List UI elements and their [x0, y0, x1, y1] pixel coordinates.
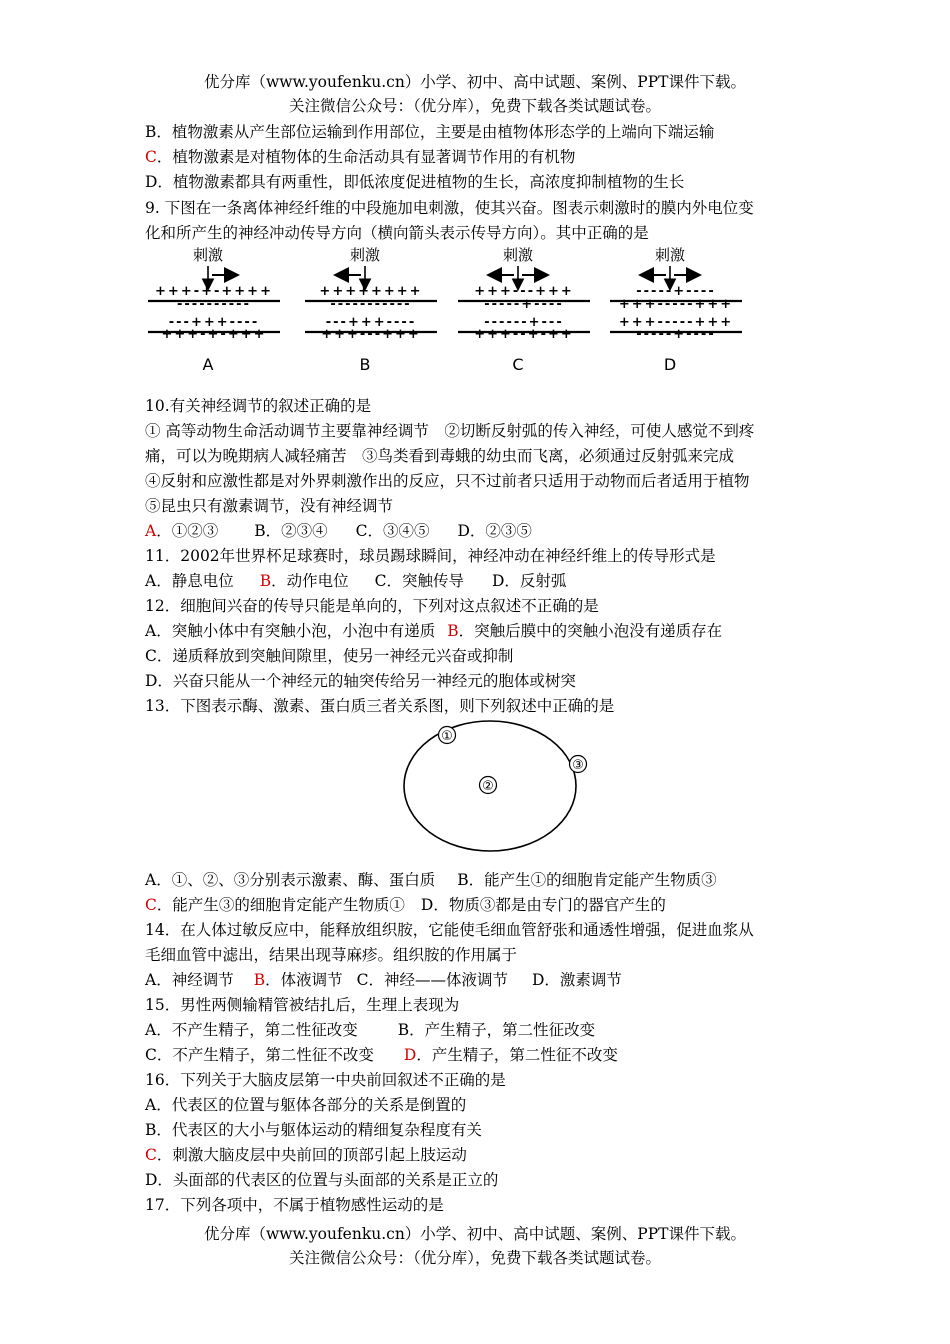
option-c: C．神经——体液调节	[356, 971, 508, 989]
panel-label: C	[512, 355, 524, 374]
answer-letter: B	[253, 971, 266, 989]
stimulus-label: 刺激	[502, 246, 534, 264]
q10-statement-3: ④反射和应激性都是对外界刺激作出的反应，只不过前者只适用于动物而后者适用于植物	[145, 472, 750, 490]
q9-figure	[140, 244, 760, 376]
panel-d	[610, 246, 742, 374]
panel-label: D	[663, 355, 677, 374]
option-b-text: ．动作电位	[271, 572, 349, 590]
q13-options-ab	[145, 868, 815, 892]
panel-c	[458, 246, 590, 374]
q12-stem: 12．细胞间兴奋的传导只能是单向的，下列对这点叙述不正确的是	[145, 597, 599, 615]
q16-option-b: B．代表区的大小与躯体运动的精细复杂程度有关	[145, 1121, 482, 1139]
charge-row: +++-+-+++	[161, 327, 267, 342]
option-b-text: ．体液调节	[265, 971, 343, 989]
q13-stem: 13．下图表示酶、激素、蛋白质三者关系图，则下列叙述中正确的是	[145, 697, 615, 715]
option-d-text: ．产生精子，第二性征不改变	[416, 1046, 618, 1064]
q12-option-c: C．递质释放到突触间隙里，使另一神经元兴奋或抑制	[145, 647, 514, 665]
answer-letter: B	[447, 622, 459, 640]
answer-letter: B	[259, 572, 272, 590]
option-d: D．物质③都是由专门的器官产生的	[420, 896, 666, 914]
option-b-text: ．突触后膜中的突触小泡没有递质存在	[458, 622, 723, 640]
option-c: C．不产生精子，第二性征不改变	[145, 1046, 374, 1064]
option-a: A．神经调节	[145, 971, 234, 989]
option-a-text: ．①②③	[156, 522, 219, 540]
charge-row: +++-----+++	[618, 315, 734, 330]
q10-stem: 10.有关神经调节的叙述正确的是	[145, 397, 372, 415]
q16-option-d: D．头面部的代表区的位置与头面部的关系是正立的	[145, 1171, 499, 1189]
q15-options-cd	[145, 1043, 815, 1067]
charge-row: ---+++----	[325, 315, 417, 330]
option-b: B．能产生①的细胞肯定能产生物质③	[457, 871, 717, 889]
option-c: C．突触传导	[374, 572, 464, 590]
q10-statement-4: ⑤昆虫只有激素调节，没有神经调节	[145, 497, 394, 515]
label-3: ③	[572, 758, 584, 773]
answer-letter: C	[145, 896, 157, 914]
charge-row: -----+----	[484, 297, 564, 312]
charge-row: ----------	[177, 297, 251, 312]
q9-stem-2: 化和所产生的神经冲动传导方向（横向箭头表示传导方向）。其中正确的是	[145, 224, 649, 242]
q8-option-d: D．植物激素都具有两重性，即低浓度促进植物的生长，高浓度抑制植物的生长	[145, 173, 685, 191]
option-d: D．反射弧	[491, 572, 567, 590]
q10-statement-2: 痛，可以为晚期病人减轻痛苦 ③鸟类看到毒蛾的幼虫而飞离，必须通过反射弧来完成	[145, 447, 735, 465]
q8-option-c	[145, 145, 815, 169]
option-c-text: ．刺激大脑皮层中央前回的顶部引起上肢运动	[156, 1146, 467, 1164]
q15-options-ab	[145, 1018, 815, 1042]
answer-letter: D	[403, 1046, 417, 1064]
q14-stem-1: 14．在人体过敏反应中，能释放组织胺，它能使毛细血管舒张和通透性增强，促进血浆从	[145, 921, 754, 939]
option-a: A．不产生精子，第二性征改变	[145, 1021, 358, 1039]
option-text: ．植物激素是对植物体的生命活动具有显著调节作用的有机物	[156, 148, 576, 166]
q15-stem: 15．男性两侧输精管被结扎后，生理上表现为	[145, 996, 460, 1014]
charge-row: +++---+++	[321, 327, 421, 342]
option-d: D．激素调节	[531, 971, 622, 989]
charge-row: +++-----+++	[618, 297, 734, 312]
q14-options	[145, 968, 815, 992]
q14-stem-2: 毛细血管中滤出，结果出现荨麻疹。组织胺的作用属于	[145, 946, 518, 964]
q16-option-c	[145, 1143, 815, 1167]
panel-b	[305, 246, 437, 374]
option-b: B．②③④	[254, 522, 328, 540]
charge-row: +++--+-++	[474, 327, 574, 342]
q17-stem: 17．下列各项中，不属于植物感性运动的是	[145, 1196, 444, 1214]
charge-row: ++++++++	[319, 284, 423, 299]
q16-stem: 16．下列关于大脑皮层第一中央前回叙述不正确的是	[145, 1071, 506, 1089]
charge-row: ---+++----	[168, 315, 260, 330]
label-1: ①	[441, 729, 453, 744]
q10-options	[145, 519, 815, 543]
charge-row: +++-+-++++	[155, 284, 273, 299]
panel-label: A	[202, 355, 214, 374]
q13-venn-figure	[395, 720, 595, 860]
charge-row: +++---+++	[474, 284, 574, 299]
panel-a	[148, 246, 280, 374]
q12-option-d: D．兴奋只能从一个神经元的轴突传给另一神经元的胞体或树突	[145, 672, 576, 690]
q11-stem: 11．2002年世界杯足球赛时，球员踢球瞬间，神经冲动在神经纤维上的传导形式是	[145, 547, 716, 565]
option-d: D．②③⑤	[457, 522, 532, 540]
option-a: A．突触小体中有突触小泡，小泡中有递质	[145, 622, 436, 640]
charge-row: -----------	[330, 297, 412, 312]
answer-letter: A	[145, 522, 157, 540]
q8-option-b: B．植物激素从产生部位运输到作用部位，主要是由植物体形态学的上端向下端运输	[145, 123, 715, 141]
panel-label: B	[359, 355, 371, 374]
q10-statement-1: ① 高等动物生命活动调节主要靠神经调节 ②切断反射弧的传入神经，可使人感觉不到疼	[145, 422, 755, 440]
stimulus-label: 刺激	[654, 246, 686, 264]
option-a: A．①、②、③分别表示激素、酶、蛋白质	[145, 871, 436, 889]
answer-letter: C	[145, 1146, 157, 1164]
header-line-1: 优分库（www.youfenku.cn）小学、初中、高中试题、案例、PPT课件下载。	[203, 73, 747, 91]
charge-row: ------+---	[484, 315, 564, 330]
footer-line-1: 优分库（www.youfenku.cn）小学、初中、高中试题、案例、PPT课件下载。	[203, 1225, 747, 1243]
q12-options-ab	[145, 619, 815, 643]
charge-row: -----+----	[636, 327, 716, 342]
option-c: C．③④⑤	[355, 522, 430, 540]
stimulus-label: 刺激	[349, 246, 381, 264]
charge-row: -----+----	[636, 284, 716, 299]
option-c-text: ．能产生③的细胞肯定能产生物质①	[156, 896, 405, 914]
q11-options	[145, 569, 815, 593]
footer-line-2: 关注微信公众号：（优分库），免费下载各类试题试卷。	[288, 1249, 661, 1267]
q13-options-cd	[145, 893, 815, 917]
option-a: A．静息电位	[145, 572, 234, 590]
q16-option-a: A．代表区的位置与躯体各部分的关系是倒置的	[145, 1096, 467, 1114]
q9-stem-1: 9. 下图在一条离体神经纤维的中段施加电刺激，使其兴奋。图表示刺激时的膜内外电位变	[145, 199, 754, 217]
label-2: ②	[482, 779, 494, 794]
header-line-2: 关注微信公众号：（优分库），免费下载各类试题试卷。	[288, 97, 661, 115]
option-b: B．产生精子，第二性征改变	[397, 1021, 596, 1039]
stimulus-label: 刺激	[192, 246, 224, 264]
answer-letter: C	[145, 148, 157, 166]
